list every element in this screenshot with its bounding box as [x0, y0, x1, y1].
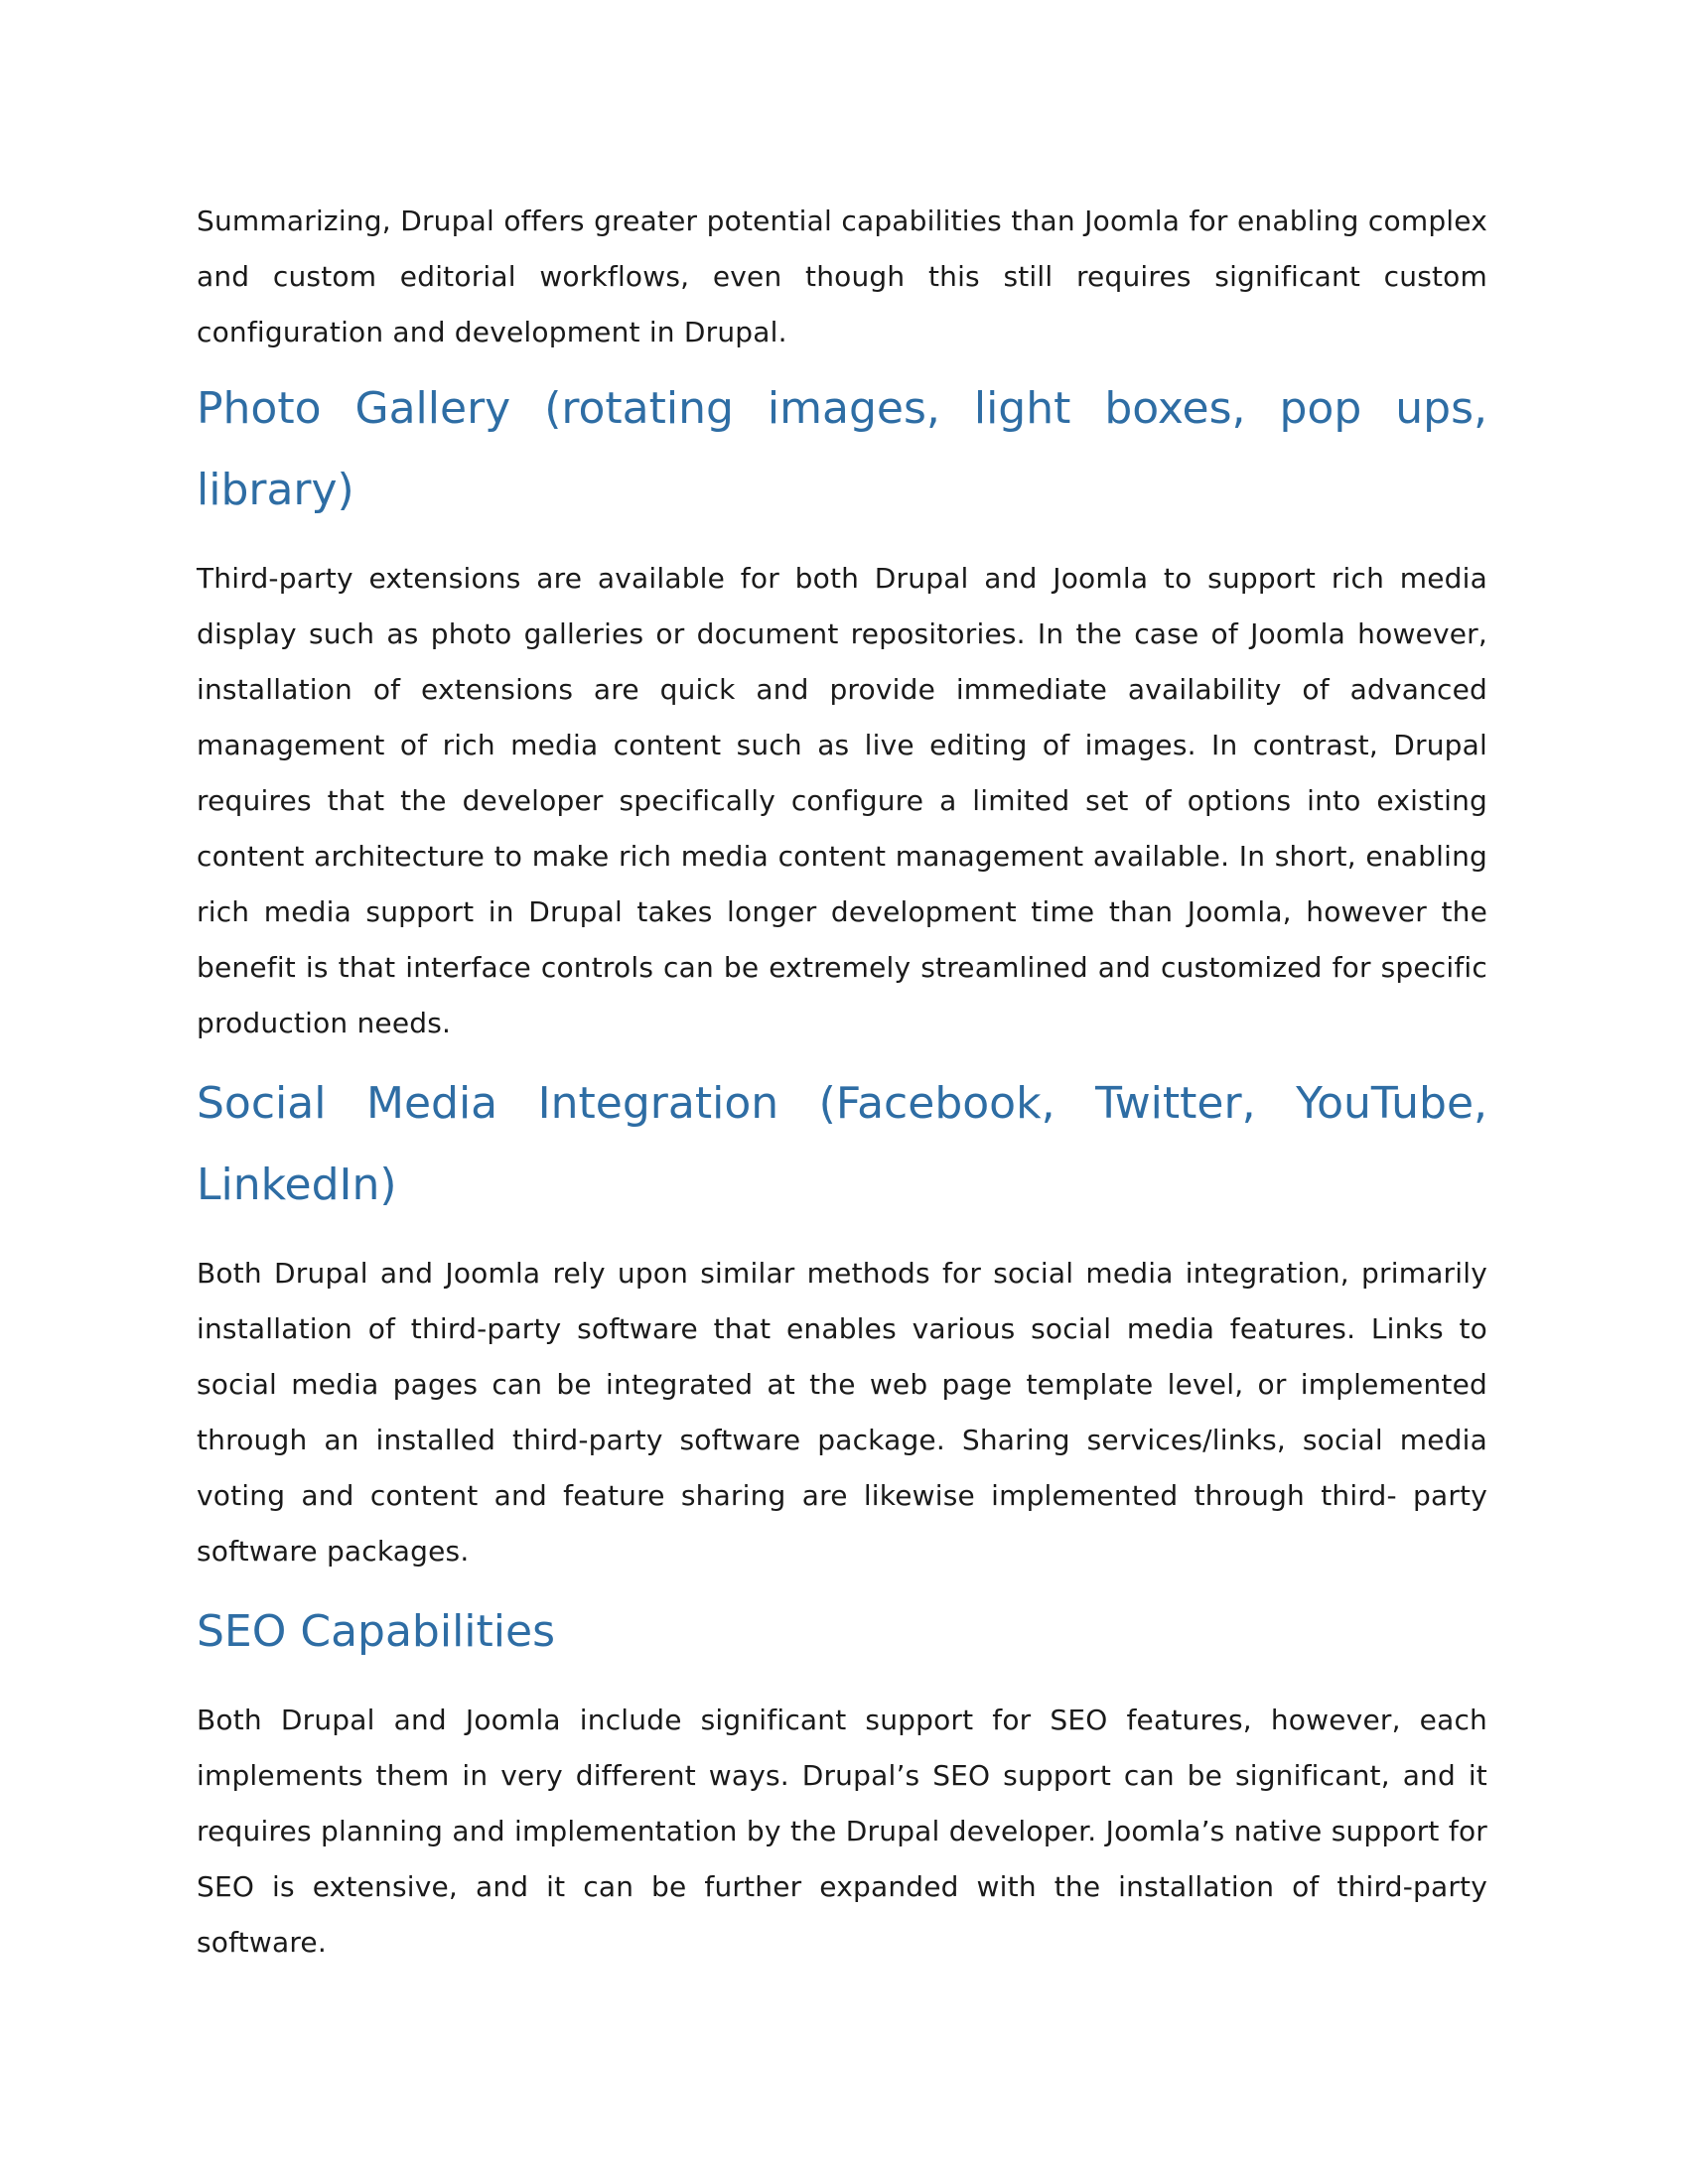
section-heading-social-media: Social Media Integration (Facebook, Twitter, YouTube, LinkedIn): [197, 1078, 1487, 1210]
section-body-photo-gallery: Third-party extensions are available for both Drupal and Joomla to support rich media display such as photo galleries or document repositories. In the case of Joomla however, installation of extensions are quick and provide immediate availability of advanced management of rich media content such as live editing of images. In contrast, Drupal requires that the developer specifically configure a limited set of options into existing content architecture to make rich media content management available. In short, enabling rich media support in Drupal takes longer development time than Joomla, however the benefit is that interface controls can be extremely streamlined and customized for specific production needs.: [197, 562, 1487, 1039]
intro-paragraph: Summarizing, Drupal offers greater potential capabilities than Joomla for enabling complex and custom editorial workflows, even though this still requires significant custom configuration and development in Drupal.: [197, 205, 1487, 348]
section-heading-seo: SEO Capabilities: [197, 1606, 556, 1657]
section-heading-photo-gallery: Photo Gallery (rotating images, light boxes, pop ups, library): [197, 383, 1487, 515]
document-page: [197, 194, 1487, 1971]
section-body-social-media: Both Drupal and Joomla rely upon similar methods for social media integration, primarily installation of third-party software that enables various social media features. Links to social media pages can be integrated at the web page template level, or implemented through an installed third-party software package. Sharing services/links, social media voting and content and feature sharing are likewise implemented through third- party software packages.: [197, 1257, 1487, 1568]
section-body-seo: Both Drupal and Joomla include significant support for SEO features, however, each implements them in very different ways. Drupal’s SEO support can be significant, and it requires planning and implementation by the Drupal developer. Joomla’s native support for SEO is extensive, and it can be further expanded with the installation of third-party software.: [197, 1704, 1487, 1959]
